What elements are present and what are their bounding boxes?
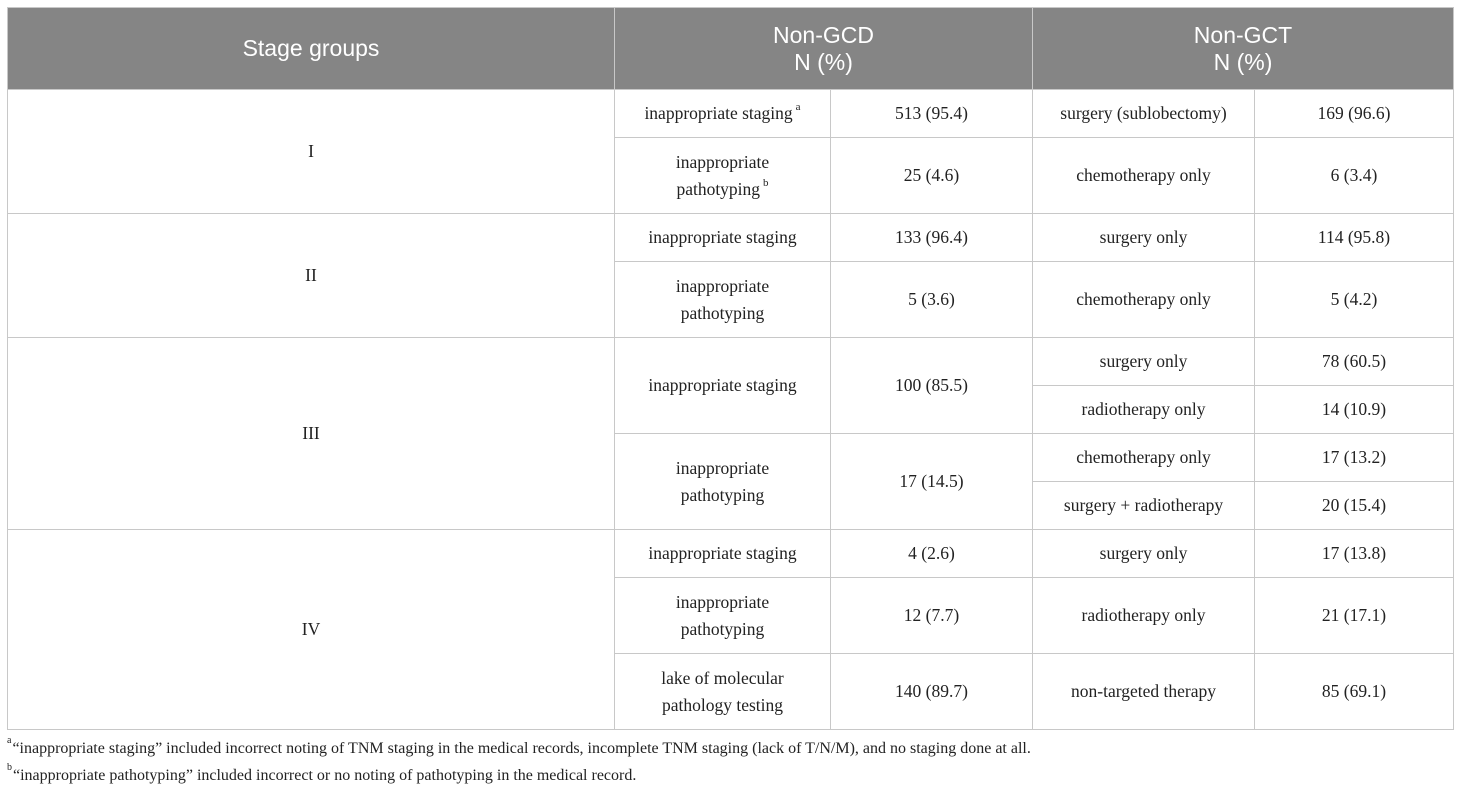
gct-category: surgery + radiotherapy xyxy=(1033,482,1255,530)
gct-value: 6 (3.4) xyxy=(1255,138,1454,214)
gct-value: 21 (17.1) xyxy=(1255,578,1454,654)
gcd-category: inappropriate staging $^a$ xyxy=(615,90,831,138)
stage-label: IV xyxy=(8,530,615,730)
footnote-a: $^a$“inappropriate staging” included incorrect noting of TNM staging in the medical records, incomplete TNM staging (lack of T/N/M), and no staging done at all. xyxy=(7,734,1031,757)
gcd-value: 133 (96.4) xyxy=(831,214,1033,262)
gcd-category: inappropriate staging xyxy=(615,214,831,262)
gcd-category: lake of molecular pathology testing xyxy=(615,654,831,730)
stage-label: I xyxy=(8,90,615,214)
gct-category: surgery only xyxy=(1033,214,1255,262)
gct-category: surgery only xyxy=(1033,338,1255,386)
results-table-container xyxy=(7,7,1453,730)
table-row xyxy=(8,214,1454,262)
gcd-value: 513 (95.4) xyxy=(831,90,1033,138)
gct-category: surgery (sublobectomy) xyxy=(1033,90,1255,138)
gct-category: non-targeted therapy xyxy=(1033,654,1255,730)
gcd-category: inappropriate pathotyping xyxy=(615,434,831,530)
stage-groups-header: Stage groups xyxy=(8,8,615,90)
gct-value: 5 (4.2) xyxy=(1255,262,1454,338)
footnotes xyxy=(7,735,1453,789)
gcd-category: inappropriate staging xyxy=(615,338,831,434)
table-row xyxy=(8,530,1454,578)
gcd-value: 12 (7.7) xyxy=(831,578,1033,654)
gct-value: 78 (60.5) xyxy=(1255,338,1454,386)
gct-value: 20 (15.4) xyxy=(1255,482,1454,530)
gcd-value: 25 (4.6) xyxy=(831,138,1033,214)
gct-value: 85 (69.1) xyxy=(1255,654,1454,730)
gct-value: 114 (95.8) xyxy=(1255,214,1454,262)
gcd-value: 140 (89.7) xyxy=(831,654,1033,730)
gct-category: chemotherapy only xyxy=(1033,434,1255,482)
stage-label: III xyxy=(8,338,615,530)
gcd-category: inappropriate staging xyxy=(615,530,831,578)
results-table xyxy=(7,7,1454,730)
non-gcd-header: Non-GCD N (%) xyxy=(615,8,1033,90)
gct-category: radiotherapy only xyxy=(1033,578,1255,654)
table-row xyxy=(8,338,1454,386)
gcd-value: 17 (14.5) xyxy=(831,434,1033,530)
gcd-category: inappropriate pathotyping $^b$ xyxy=(615,138,831,214)
gcd-value: 5 (3.6) xyxy=(831,262,1033,338)
gcd-category: inappropriate pathotyping xyxy=(615,578,831,654)
stage-label: II xyxy=(8,214,615,338)
gct-category: chemotherapy only xyxy=(1033,138,1255,214)
gct-category: chemotherapy only xyxy=(1033,262,1255,338)
table-row xyxy=(8,90,1454,138)
gcd-category: inappropriate pathotyping xyxy=(615,262,831,338)
gcd-value: 100 (85.5) xyxy=(831,338,1033,434)
non-gct-header: Non-GCT N (%) xyxy=(1033,8,1454,90)
gct-value: 169 (96.6) xyxy=(1255,90,1454,138)
gct-value: 17 (13.8) xyxy=(1255,530,1454,578)
footnote-b: $^b$“inappropriate pathotyping” included incorrect or no noting of pathotyping in the medical record. xyxy=(7,761,637,784)
gct-category: radiotherapy only xyxy=(1033,386,1255,434)
gct-value: 17 (13.2) xyxy=(1255,434,1454,482)
gct-category: surgery only xyxy=(1033,530,1255,578)
gct-value: 14 (10.9) xyxy=(1255,386,1454,434)
table-header-row xyxy=(8,8,1454,90)
gcd-value: 4 (2.6) xyxy=(831,530,1033,578)
